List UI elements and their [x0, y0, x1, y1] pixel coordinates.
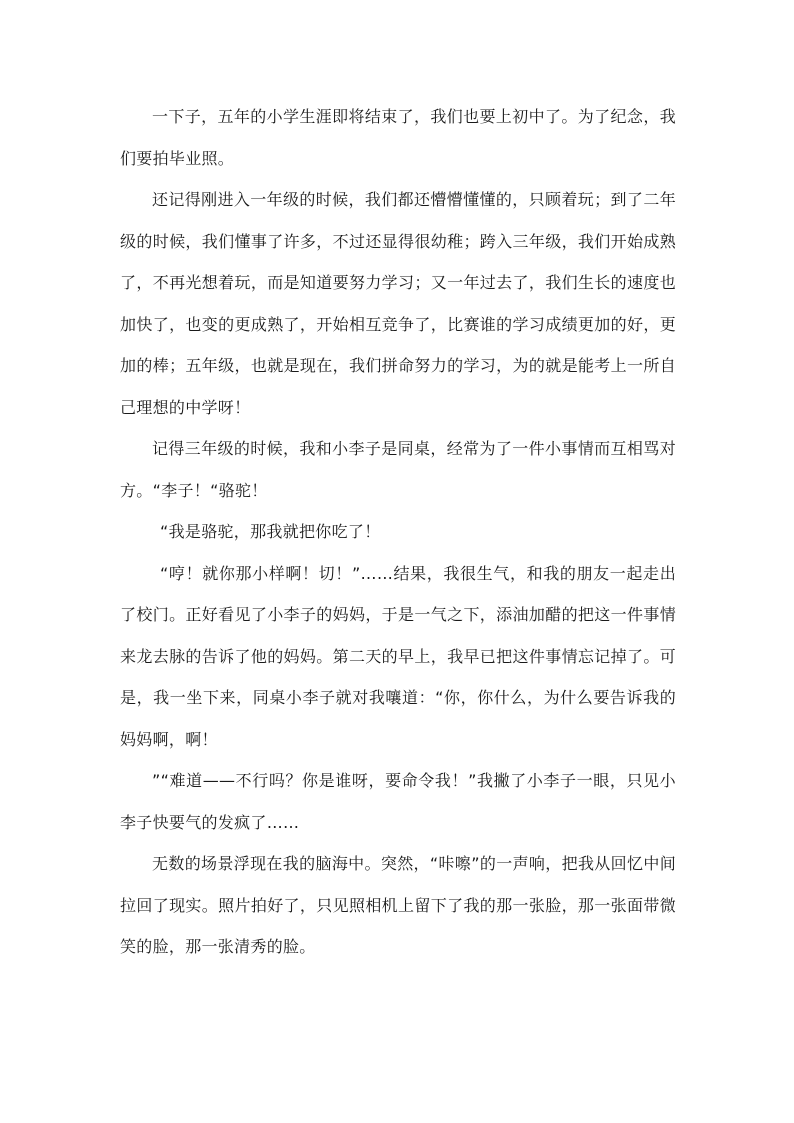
paragraph-6: ”“难道——不行吗？你是谁呀，要命令我！”我撇了小李子一眼，只见小李子快要气的发疯了…… — [120, 771, 676, 832]
paragraph-2: 还记得刚进入一年级的时候，我们都还懵懵懂懂的，只顾着玩；到了二年级的时候，我们懂事了许多，不过还显得很幼稚；跨入三年级，我们开始成熟了，不再光想着玩，而是知道要努力学习；又一年过去了，我们生长的速度也加快了，也变的更成熟了，开始相互竞争了，比赛谁的学习成绩更加的好，更加的棒；五年级，也就是现在，我们拼命努力的学习，为的就是能考上一所自己理想的中学呀！ — [120, 190, 676, 417]
paragraph-4: “我是骆驼，那我就把你吃了！ — [160, 522, 381, 541]
paragraph-3: 记得三年级的时候，我和小李子是同桌，经常为了一件小事情而互相骂对方。“李子！“骆驼！ — [120, 439, 676, 500]
paragraph-1: 一下子，五年的小学生涯即将结束了，我们也要上初中了。为了纪念，我们要拍毕业照。 — [120, 107, 676, 168]
essay-body — [120, 96, 676, 968]
paragraph-5: “哼！就你那小样啊！切！”……结果，我很生气，和我的朋友一起走出了校门。正好看见了小李子的妈妈，于是一气之下，添油加醋的把这一件事情来龙去脉的告诉了他的妈妈。第二天的早上，我早已把这件事情忘记掉了。可是，我一坐下来，同桌小李子就对我嚷道：“你，你什么，为什么要告诉我的妈妈啊，啊！ — [120, 563, 676, 749]
paragraph-7: 无数的场景浮现在我的脑海中。突然，“咔嚓”的一声响，把我从回忆中间拉回了现实。照片拍好了，只见照相机上留下了我的那一张脸，那一张面带微笑的脸，那一张清秀的脸。 — [120, 854, 676, 956]
